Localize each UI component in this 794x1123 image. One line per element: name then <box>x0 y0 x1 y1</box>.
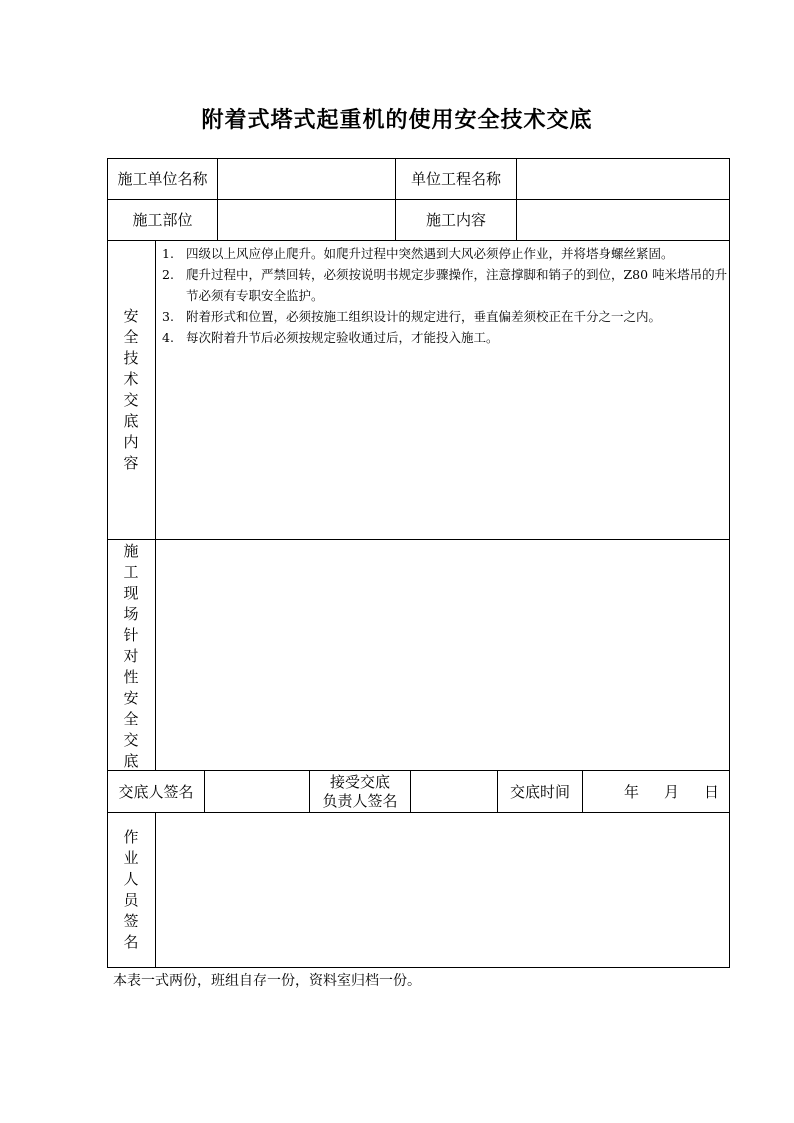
workers-section-label <box>107 827 155 953</box>
safety-items-list <box>160 243 728 348</box>
label-char: 性 <box>123 668 139 686</box>
label-char: 员 <box>123 891 139 909</box>
workers-section-label-text <box>107 827 155 953</box>
label-char: 容 <box>123 454 139 472</box>
receiver-label-line1: 接受交底 <box>329 772 390 791</box>
site-section-label-text <box>107 541 155 772</box>
document-title: 附着式塔式起重机的使用安全技术交底 <box>201 107 593 133</box>
briefing-time-label: 交底时间 <box>509 782 570 801</box>
label-char: 签 <box>123 912 139 930</box>
safety-item-number: 4. <box>162 330 174 345</box>
receiver-signature-label <box>310 771 410 812</box>
safety-item-text: 附着形式和位置，必须按施工组织设计的规定进行，垂直偏差须校正在千分之一之内。 <box>186 309 662 324</box>
safety-item-number: 3. <box>162 309 174 324</box>
table-border-right <box>729 158 730 968</box>
safety-item-text: 爬升过程中，严禁回转，必须按说明书规定步骤操作，注意撑脚和销子的到位，Z80 吨米塔吊的升节必须有专职安全监护。 <box>186 267 728 303</box>
construction-content-field[interactable] <box>517 200 729 240</box>
label-char: 安 <box>123 689 139 707</box>
label-char: 交 <box>123 391 139 409</box>
label-char: 交 <box>123 731 139 749</box>
label-char: 安 <box>123 307 139 325</box>
label-char: 人 <box>123 870 139 888</box>
label-char: 作 <box>123 828 139 846</box>
date-month: 月 <box>664 782 680 801</box>
label-char: 名 <box>123 933 139 951</box>
safety-section-label-text <box>107 306 155 474</box>
site-section-label <box>107 541 155 772</box>
label-char: 对 <box>123 647 139 665</box>
safety-section-label <box>107 306 155 474</box>
workers-signature-field[interactable] <box>156 813 729 967</box>
label-char: 针 <box>123 626 139 644</box>
safety-item-text: 四级以上风应停止爬升。如爬升过程中突然遇到大风必须停止作业，并将塔身螺丝紧固。 <box>186 246 674 261</box>
label-char: 内 <box>123 433 139 451</box>
unit-name-field[interactable] <box>218 159 395 199</box>
safety-item <box>160 306 728 327</box>
label-char: 底 <box>123 752 139 770</box>
safety-item <box>160 243 728 264</box>
unit-name-label: 施工单位名称 <box>117 170 208 188</box>
project-name-field[interactable] <box>517 159 729 199</box>
safety-item-text: 每次附着升节后必须按规定验收通过后，才能投入施工。 <box>186 330 499 345</box>
safety-item <box>160 264 728 306</box>
briefing-date-field[interactable] <box>583 771 729 812</box>
label-char: 技 <box>123 349 139 367</box>
construction-content-label: 施工内容 <box>425 211 486 229</box>
briefer-signature-label: 交底人签名 <box>118 782 194 801</box>
footer-note: 本表一式两份，班组自存一份，资料室归档一份。 <box>113 973 421 989</box>
label-char: 业 <box>123 849 139 867</box>
safety-item <box>160 327 728 348</box>
label-char: 施 <box>123 542 139 560</box>
project-name-label: 单位工程名称 <box>410 170 501 188</box>
label-char: 全 <box>123 710 139 728</box>
label-char: 术 <box>123 370 139 388</box>
label-char: 工 <box>123 563 139 581</box>
construction-part-label: 施工部位 <box>132 211 193 229</box>
label-char: 现 <box>123 584 139 602</box>
site-section-field[interactable] <box>156 540 729 770</box>
safety-item-number: 2. <box>162 267 174 282</box>
date-day: 日 <box>704 782 720 801</box>
label-char: 场 <box>123 605 139 623</box>
receiver-label-line2: 负责人签名 <box>322 791 398 810</box>
label-char: 底 <box>123 412 139 430</box>
briefer-signature-field[interactable] <box>205 771 309 812</box>
label-char: 全 <box>123 328 139 346</box>
table-border-bottom <box>107 967 730 968</box>
construction-part-field[interactable] <box>218 200 395 240</box>
date-year: 年 <box>624 782 640 801</box>
receiver-signature-field[interactable] <box>411 771 497 812</box>
row-divider <box>107 240 730 241</box>
safety-item-number: 1. <box>162 246 174 261</box>
